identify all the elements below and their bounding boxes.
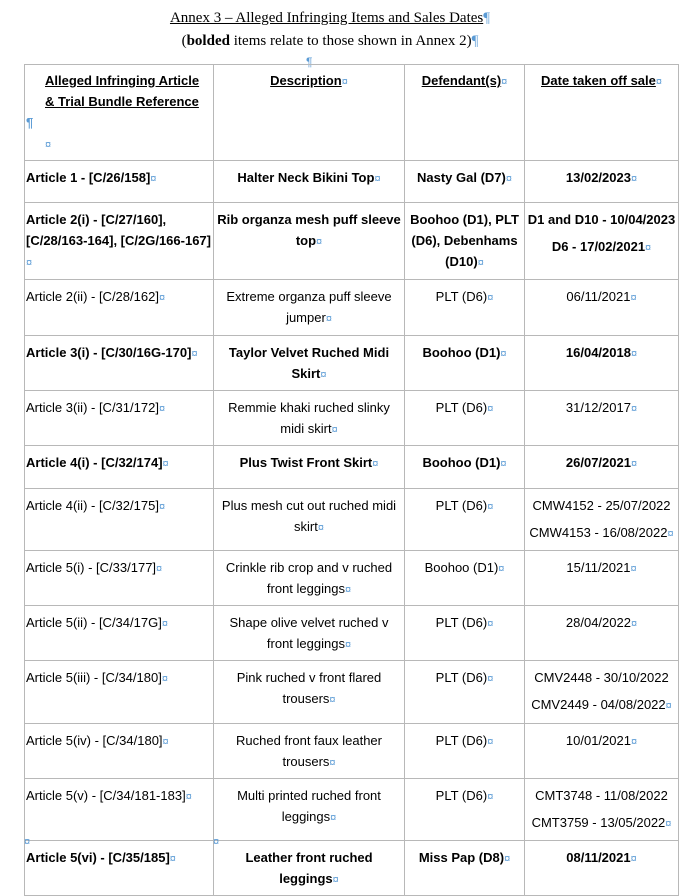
cell-end-mark: ¤ — [26, 257, 33, 269]
cell-end-mark: ¤ — [185, 791, 192, 803]
article-cell-text: Article 5(iv) - [C/34/180] — [26, 733, 163, 748]
cell-end-mark: ¤ — [331, 424, 338, 436]
table-row — [25, 489, 679, 551]
cell-end-mark: ¤ — [667, 528, 674, 540]
header-defendants — [405, 65, 525, 161]
table-row — [25, 391, 679, 446]
article-cell — [25, 551, 214, 606]
header-article-text: Alleged Infringing Article & Trial Bundle Reference — [45, 73, 200, 109]
table-row — [25, 161, 679, 203]
table-header-row — [25, 65, 679, 161]
description-cell-text: Halter Neck Bikini Top — [237, 170, 375, 185]
article-cell-text: Article 1 - [C/26/158] — [26, 170, 151, 185]
cell-end-mark: ¤ — [320, 369, 327, 381]
date-cell — [525, 724, 679, 779]
pilcrow-mark: ¶ — [306, 55, 313, 69]
date-value: CMT3748 - 11/08/2022 — [535, 788, 668, 803]
subtitle-rest: items relate to those shown in Annex 2) — [229, 33, 472, 49]
date-value: 06/11/2021 — [566, 289, 631, 304]
description-cell — [214, 841, 405, 896]
defendants-cell — [405, 551, 525, 606]
date-value: CMT3759 - 13/05/2022 — [531, 815, 666, 830]
annex-subtitle — [0, 31, 660, 51]
defendants-cell-text: Miss Pap (D8) — [418, 850, 505, 865]
date-value: 16/04/2018 — [565, 345, 631, 360]
description-cell — [214, 551, 405, 606]
defendants-cell-text: PLT (D6) — [435, 788, 488, 803]
cell-end-mark: ¤ — [487, 292, 494, 304]
article-cell — [25, 336, 214, 391]
subtitle-bold-word: bolded — [186, 33, 230, 49]
article-cell-text: Article 5(v) - [C/34/181-183] — [26, 788, 186, 803]
defendants-cell — [405, 724, 525, 779]
table-row — [25, 661, 679, 724]
description-cell-text: Rib organza mesh puff sleeve top — [217, 212, 401, 248]
cell-end-mark: ¤ — [655, 76, 662, 88]
date-cell — [525, 203, 679, 280]
description-cell — [214, 489, 405, 551]
description-cell — [214, 391, 405, 446]
date-value: 28/04/2022 — [565, 615, 631, 630]
pilcrow-mark: ¶ — [483, 10, 491, 26]
description-cell-text: Leather front ruched leggings — [245, 850, 373, 886]
cell-end-mark: ¤ — [630, 173, 638, 185]
table-row — [25, 446, 679, 489]
defendants-cell — [405, 161, 525, 203]
cell-end-mark: ¤ — [325, 313, 332, 325]
cell-end-mark: ¤ — [45, 139, 52, 151]
cell-end-mark: ¤ — [24, 836, 31, 848]
cell-end-mark: ¤ — [158, 292, 166, 304]
defendants-cell-text: Boohoo (D1) — [422, 345, 501, 360]
cell-end-mark: ¤ — [487, 618, 494, 630]
cell-end-mark: ¤ — [213, 836, 220, 848]
article-cell-text: Article 3(ii) - [C/31/172] — [26, 400, 159, 415]
date-value: D1 and D10 - 10/04/2023 — [527, 212, 676, 227]
cell-end-mark: ¤ — [374, 173, 381, 185]
defendants-cell-text: Boohoo (D1), PLT (D6), Debenhams (D10) — [410, 212, 519, 269]
header-description-text: Description — [270, 73, 342, 88]
date-value: CMV2448 - 30/10/2022 — [534, 670, 669, 685]
date-cell — [525, 280, 679, 336]
defendants-cell — [405, 391, 525, 446]
article-cell — [25, 779, 214, 841]
date-value: CMV2449 - 04/08/2022 — [531, 697, 666, 712]
date-value: 08/11/2021 — [566, 850, 631, 865]
cell-end-mark: ¤ — [344, 584, 352, 596]
cell-end-mark: ¤ — [630, 403, 638, 415]
defendants-cell — [405, 661, 525, 724]
cell-end-mark: ¤ — [316, 236, 323, 248]
date-value: 13/02/2023 — [565, 170, 631, 185]
description-cell — [214, 203, 405, 280]
article-cell — [25, 661, 214, 724]
cell-end-mark: ¤ — [161, 673, 168, 685]
cell-end-mark: ¤ — [158, 501, 166, 513]
defendants-cell-text: PLT (D6) — [435, 400, 488, 415]
description-cell-text: Pink ruched v front flared trousers — [236, 670, 382, 706]
description-cell-text: Shape olive velvet ruched v front leggings — [229, 615, 389, 651]
date-cell — [525, 489, 679, 551]
defendants-cell-text: Boohoo (D1) — [424, 560, 499, 575]
description-cell — [214, 724, 405, 779]
cell-end-mark: ¤ — [645, 242, 652, 254]
article-cell-text: Article 5(iii) - [C/34/180] — [26, 670, 162, 685]
article-cell-text: Article 2(ii) - [C/28/162] — [26, 289, 159, 304]
cell-end-mark: ¤ — [505, 173, 512, 185]
annex-title — [0, 8, 660, 28]
cell-end-mark: ¤ — [630, 736, 638, 748]
cell-end-mark: ¤ — [329, 757, 336, 769]
date-cell — [525, 391, 679, 446]
cell-end-mark: ¤ — [630, 348, 638, 360]
article-cell — [25, 203, 214, 280]
cell-end-mark: ¤ — [477, 257, 484, 269]
date-value: 15/11/2021 — [566, 560, 631, 575]
date-cell — [525, 551, 679, 606]
article-cell — [25, 391, 214, 446]
defendants-cell — [405, 489, 525, 551]
cell-end-mark: ¤ — [504, 853, 511, 865]
description-cell-text: Plus Twist Front Skirt — [239, 455, 373, 470]
defendants-cell — [405, 606, 525, 661]
infringing-items-table — [24, 64, 679, 896]
article-cell-text: Article 3(i) - [C/30/16G-170] — [26, 345, 192, 360]
cell-end-mark: ¤ — [500, 348, 507, 360]
cell-end-mark: ¤ — [156, 563, 163, 575]
cell-end-mark: ¤ — [161, 618, 168, 630]
date-value: CMW4153 - 16/08/2022 — [529, 525, 668, 540]
description-cell-text: Taylor Velvet Ruched Midi Skirt — [228, 345, 390, 381]
cell-end-mark: ¤ — [487, 673, 494, 685]
article-cell — [25, 606, 214, 661]
date-cell — [525, 161, 679, 203]
cell-end-mark: ¤ — [332, 874, 339, 886]
defendants-cell-text: PLT (D6) — [435, 615, 488, 630]
cell-end-mark: ¤ — [158, 403, 166, 415]
defendants-cell-text: Nasty Gal (D7) — [417, 170, 506, 185]
pilcrow-mark: ¶ — [471, 33, 479, 49]
cell-end-mark: ¤ — [344, 639, 352, 651]
header-article — [25, 65, 214, 161]
cell-end-mark: ¤ — [630, 563, 637, 575]
article-cell — [25, 446, 214, 489]
description-cell — [214, 280, 405, 336]
date-cell — [525, 446, 679, 489]
description-cell — [214, 161, 405, 203]
cell-end-mark: ¤ — [630, 292, 637, 304]
article-cell — [25, 724, 214, 779]
defendants-cell-text: PLT (D6) — [435, 289, 488, 304]
description-cell — [214, 446, 405, 489]
header-date — [525, 65, 679, 161]
table-row — [25, 841, 679, 896]
annex-title-text: Annex 3 – Alleged Infringing Items and Sales Dates — [169, 10, 484, 26]
cell-end-mark: ¤ — [487, 403, 494, 415]
article-cell-text: Article 5(vi) - [C/35/185] — [26, 850, 170, 865]
defendants-cell-text: Boohoo (D1) — [422, 455, 501, 470]
cell-end-mark: ¤ — [498, 563, 505, 575]
table-row — [25, 280, 679, 336]
table-row — [25, 779, 679, 841]
cell-end-mark: ¤ — [341, 76, 348, 88]
date-value: 10/01/2021 — [565, 733, 631, 748]
subtitle-open-paren: ( — [181, 33, 187, 49]
cell-end-mark: ¤ — [162, 736, 169, 748]
article-cell-text: Article 5(i) - [C/33/177] — [26, 560, 157, 575]
cell-end-mark: ¤ — [630, 618, 638, 630]
date-value: D6 - 17/02/2021 — [551, 239, 646, 254]
defendants-cell — [405, 841, 525, 896]
cell-end-mark: ¤ — [630, 458, 638, 470]
date-cell — [525, 336, 679, 391]
article-cell-text: Article 4(i) - [C/32/174] — [26, 455, 163, 470]
cell-end-mark: ¤ — [487, 736, 494, 748]
description-cell — [214, 661, 405, 724]
header-description — [214, 65, 405, 161]
cell-end-mark: ¤ — [169, 853, 176, 865]
header-defendants-text: Defendant(s) — [421, 73, 502, 88]
article-cell — [25, 161, 214, 203]
article-cell-text: Article 5(ii) - [C/34/17G] — [26, 615, 162, 630]
table-row — [25, 336, 679, 391]
defendants-cell — [405, 280, 525, 336]
description-cell — [214, 779, 405, 841]
date-value: CMW4152 - 25/07/2022 — [532, 498, 671, 513]
article-cell — [25, 489, 214, 551]
cell-end-mark: ¤ — [317, 522, 324, 534]
description-cell — [214, 336, 405, 391]
cell-end-mark: ¤ — [487, 501, 494, 513]
table-row — [25, 203, 679, 280]
cell-end-mark: ¤ — [487, 791, 494, 803]
date-cell — [525, 661, 679, 724]
pilcrow-mark: ¶ — [26, 115, 34, 130]
table-row — [25, 606, 679, 661]
description-cell-text: Extreme organza puff sleeve jumper — [226, 289, 392, 325]
defendants-cell — [405, 779, 525, 841]
cell-end-mark: ¤ — [191, 348, 198, 360]
description-cell-text: Multi printed ruched front leggings — [237, 788, 381, 824]
date-value: 26/07/2021 — [565, 455, 631, 470]
article-cell-text: Article 4(ii) - [C/32/175] — [26, 498, 159, 513]
cell-end-mark: ¤ — [500, 458, 507, 470]
date-cell — [525, 779, 679, 841]
cell-end-mark: ¤ — [372, 458, 379, 470]
defendants-cell — [405, 336, 525, 391]
article-cell-text: Article 2(i) - [C/27/160], [C/28/163-164], [C/2G/166-167] — [26, 212, 211, 248]
date-value: 31/12/2017 — [565, 400, 631, 415]
cell-end-mark: ¤ — [330, 812, 337, 824]
description-cell-text: Ruched front faux leather trousers — [236, 733, 382, 769]
defendants-cell — [405, 203, 525, 280]
cell-end-mark: ¤ — [630, 853, 637, 865]
defendants-cell-text: PLT (D6) — [435, 670, 488, 685]
cell-end-mark: ¤ — [665, 700, 672, 712]
table-row — [25, 724, 679, 779]
article-cell — [25, 280, 214, 336]
description-cell-text: Plus mesh cut out ruched midi skirt — [221, 498, 397, 534]
cell-end-mark: ¤ — [162, 458, 169, 470]
defendants-cell — [405, 446, 525, 489]
defendants-cell-text: PLT (D6) — [435, 733, 488, 748]
description-cell-text: Crinkle rib crop and v ruched front leggings — [225, 560, 393, 596]
cell-end-mark: ¤ — [665, 818, 672, 830]
date-cell — [525, 606, 679, 661]
article-cell — [25, 841, 214, 896]
defendants-cell-text: PLT (D6) — [435, 498, 488, 513]
cell-end-mark: ¤ — [501, 76, 508, 88]
table-row — [25, 551, 679, 606]
description-cell-text: Remmie khaki ruched slinky midi skirt — [228, 400, 390, 436]
description-cell — [214, 606, 405, 661]
date-cell — [525, 841, 679, 896]
cell-end-mark: ¤ — [329, 694, 336, 706]
header-date-text: Date taken off sale — [541, 73, 656, 88]
cell-end-mark: ¤ — [150, 173, 157, 185]
